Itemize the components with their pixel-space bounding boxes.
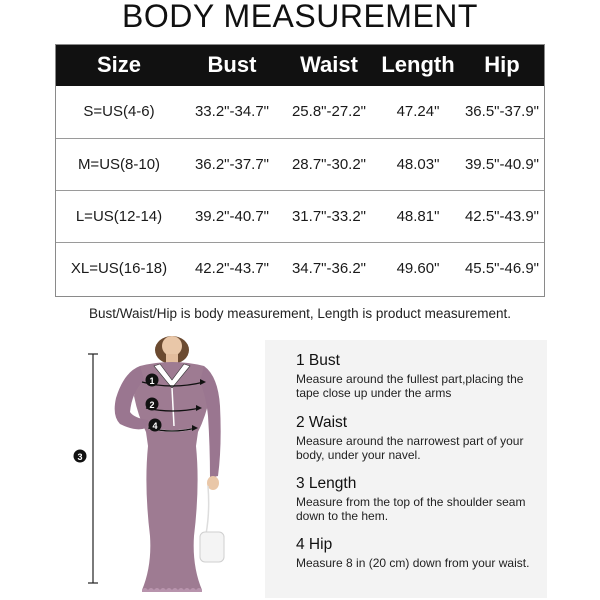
column-header-bust: Bust: [183, 44, 281, 86]
cell-size: L=US(12-14): [55, 190, 183, 242]
measurement-figure: [60, 336, 260, 600]
cell-waist: 28.7"-30.2": [281, 138, 377, 190]
marker-3-label: 3: [77, 452, 83, 462]
marker-4: [149, 419, 162, 432]
cell-size: XL=US(16-18): [70, 259, 168, 277]
table-header-row: [55, 44, 545, 86]
guide-item-hip: [296, 536, 546, 570]
guide-text-length: Measure from the top of the shoulder seam down to the hem.: [296, 495, 526, 523]
guide-item-length: [296, 475, 546, 523]
measurement-guide-panel: [265, 340, 547, 598]
guide-heading-waist: 2 Waist: [296, 414, 348, 431]
guide-text-bust: Measure around the fullest part,placing the tape close up under the arms: [296, 372, 524, 400]
dress-model-illustration: [60, 336, 260, 600]
column-header-waist: Waist: [281, 44, 377, 86]
marker-4-label: 4: [152, 421, 158, 431]
cell-length: 47.24": [377, 86, 459, 138]
guide-heading-bust: 1 Bust: [296, 352, 340, 369]
cell-length: 48.03": [377, 138, 459, 190]
marker-2: [146, 398, 159, 411]
cell-waist: 31.7"-33.2": [281, 190, 377, 242]
guide-text-waist: Measure around the narrowest part of your body, under your navel.: [296, 434, 524, 462]
marker-1-label: 1: [149, 376, 155, 386]
cell-hip: 42.5"-43.9": [459, 190, 545, 242]
cell-bust: 39.2"-40.7": [183, 190, 281, 242]
handbag: [200, 532, 224, 562]
marker-1: [146, 374, 159, 387]
cell-hip: 45.5"-46.9": [464, 259, 540, 277]
cell-size: S=US(4-6): [55, 86, 183, 138]
cell-hip: 39.5"-40.9": [459, 138, 545, 190]
cell-bust: 42.2"-43.7": [194, 259, 270, 277]
table-row: [55, 86, 545, 138]
column-header-hip: Hip: [459, 44, 545, 86]
marker-3: [74, 450, 87, 463]
guide-item-bust: [296, 352, 546, 400]
cell-length: 49.60": [396, 259, 440, 277]
face: [162, 336, 182, 356]
column-header-size: Size: [55, 44, 183, 86]
table-row: [55, 242, 545, 294]
bag-strap: [206, 486, 209, 534]
length-line: [88, 354, 98, 583]
guide-heading-length: 3 Length: [296, 475, 357, 492]
cell-hip: 36.5"-37.9": [459, 86, 545, 138]
measurement-note: Bust/Waist/Hip is body measurement, Length is product measurement.: [89, 306, 511, 321]
cell-bust: 33.2"-34.7": [183, 86, 281, 138]
size-chart-table: [55, 44, 545, 294]
cell-size: M=US(8-10): [55, 138, 183, 190]
column-header-length: Length: [377, 44, 459, 86]
guide-text-hip: Measure 8 in (20 cm) down from your waist.: [296, 556, 530, 570]
cell-length: 48.81": [377, 190, 459, 242]
page-title: BODY MEASUREMENT: [122, 0, 478, 34]
table-row: [55, 190, 545, 242]
marker-2-label: 2: [149, 400, 155, 410]
guide-item-waist: [296, 414, 546, 462]
guide-heading-hip: 4 Hip: [296, 536, 333, 553]
cell-waist: 34.7"-36.2": [291, 259, 367, 277]
cell-waist: 25.8"-27.2": [281, 86, 377, 138]
cell-bust: 36.2"-37.7": [183, 138, 281, 190]
table-row: [55, 138, 545, 190]
